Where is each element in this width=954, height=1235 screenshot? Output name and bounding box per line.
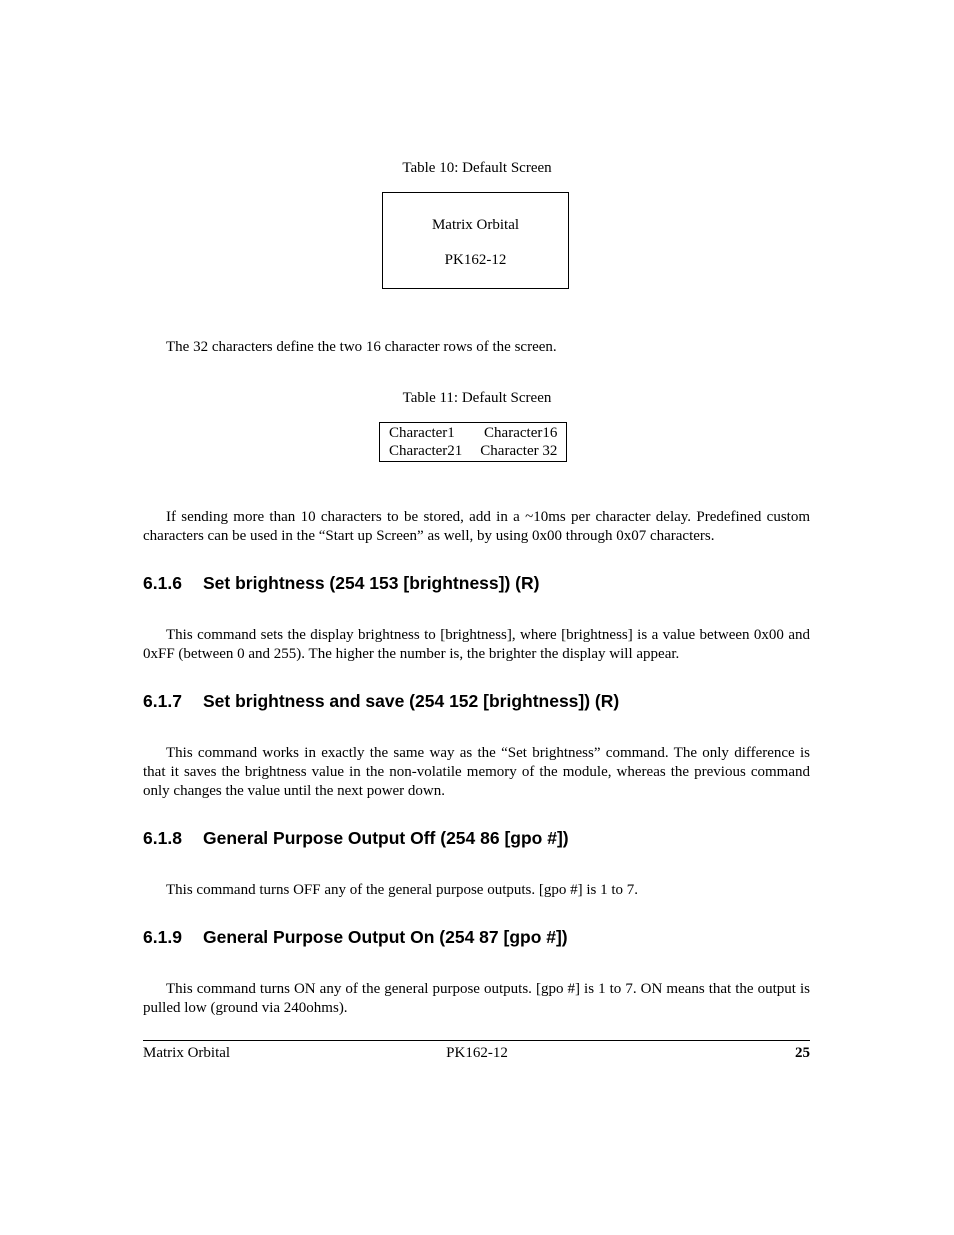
- table-cell: Character21: [389, 443, 463, 459]
- section-heading-6-1-9: [143, 927, 568, 948]
- section-heading-6-1-8: [143, 828, 569, 849]
- section-title: General Purpose Output Off (254 86 [gpo #]): [203, 828, 569, 848]
- table-cell: Character1: [389, 425, 455, 441]
- section-number: 6.1.9: [143, 927, 182, 947]
- footer-left-text: Matrix Orbital: [143, 1045, 231, 1061]
- section-body-6-1-8: This command turns OFF any of the general purpose outputs. [gpo #] is 1 to 7.: [166, 882, 639, 898]
- section-number: 6.1.6: [143, 573, 182, 593]
- character-layout-table: [379, 422, 567, 462]
- section-body-6-1-7: This command works in exactly the same way as the “Set brightness” command. The only difference is that it saves the brightness value in the non-volatile memory of the module, whereas the previous command only changes the value until the next power down.: [143, 745, 810, 799]
- section-number: 6.1.7: [143, 691, 182, 711]
- screen-line-1: Matrix Orbital: [431, 217, 520, 233]
- section-title: Set brightness and save (254 152 [brightness]) (R): [203, 691, 620, 711]
- store-characters-paragraph: If sending more than 10 characters to be stored, add in a ~10ms per character delay. Predefined custom characters can be used in the “Start up Screen” as well, by using 0x00 through 0x07 characters.: [143, 509, 810, 544]
- section-body-6-1-9: This command turns ON any of the general purpose outputs. [gpo #] is 1 to 7. ON means that the output is pulled low (ground via 240ohms).: [143, 981, 810, 1016]
- table-cell: Character 32: [480, 443, 558, 459]
- footer-center-text: PK162-12: [446, 1045, 508, 1061]
- table-row: [380, 423, 567, 443]
- section-title: Set brightness (254 153 [brightness]) (R): [203, 573, 540, 593]
- page-number: 25: [795, 1045, 810, 1061]
- section-number: 6.1.8: [143, 828, 182, 848]
- table-10-caption: Table 10: Default Screen: [402, 160, 552, 176]
- section-heading-6-1-7: [143, 691, 619, 712]
- table-11-caption: Table 11: Default Screen: [402, 390, 552, 406]
- screen-line-2: PK162-12: [444, 252, 507, 268]
- section-body-6-1-6: This command sets the display brightness to [brightness], where [brightness] is a value between 0x00 and 0xFF (between 0 and 255). The higher the number is, the brighter the display will appear.: [143, 627, 810, 662]
- footer-rule: [143, 1040, 810, 1041]
- intro-paragraph: The 32 characters define the two 16 character rows of the screen.: [166, 339, 557, 355]
- section-heading-6-1-6: [143, 573, 539, 594]
- table-row: [380, 442, 567, 462]
- default-screen-box: [382, 192, 569, 289]
- table-cell: Character16: [484, 425, 558, 441]
- section-title: General Purpose Output On (254 87 [gpo #]): [203, 927, 568, 947]
